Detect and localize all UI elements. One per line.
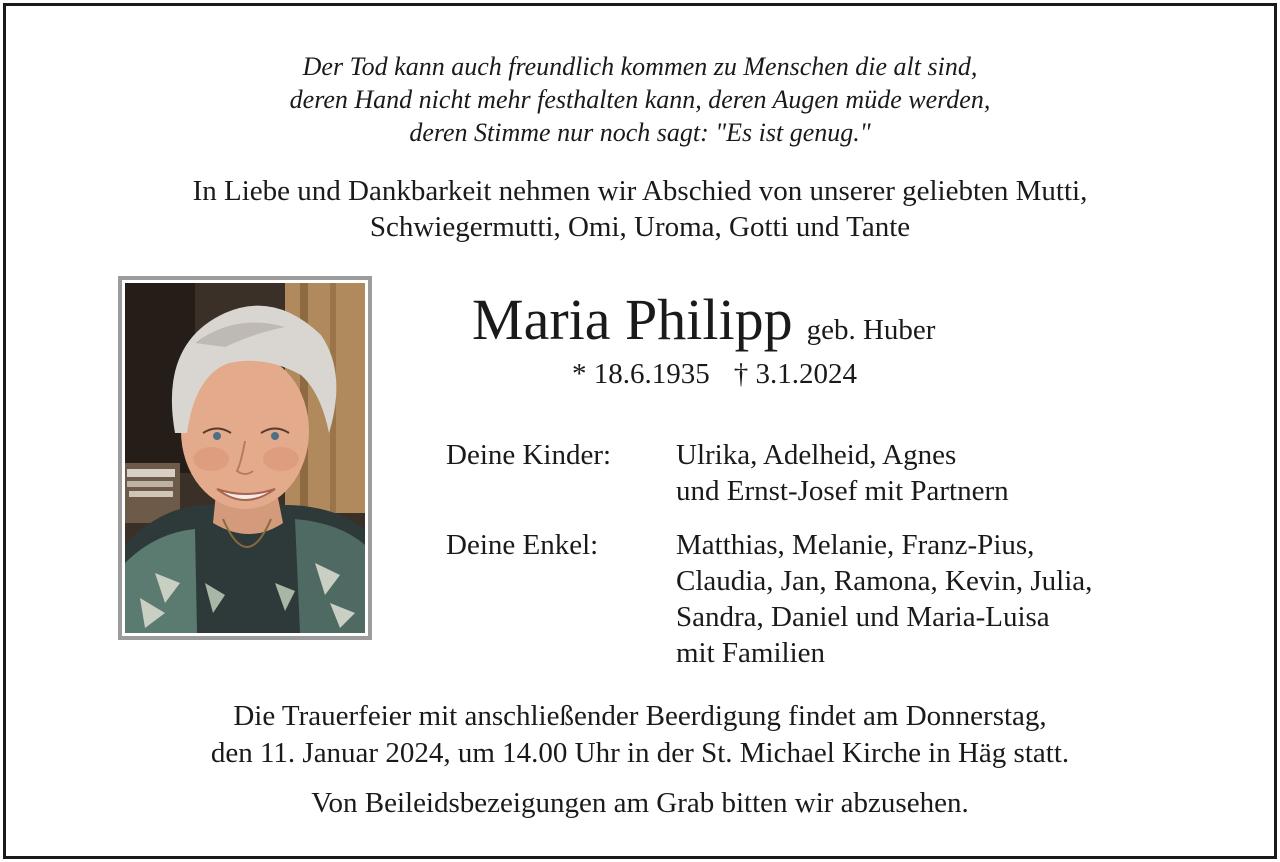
quote-line-1: Der Tod kann auch freundlich kommen zu Menschen die alt sind, bbox=[302, 52, 978, 81]
children-line-1: Ulrika, Adelheid, Agnes bbox=[676, 439, 957, 471]
ceremony-line-2: den 11. Januar 2024, um 14.00 Uhr in der St. Michael Kirche in Häg statt. bbox=[210, 737, 1070, 769]
grandchildren-label: Deine Enkel: bbox=[446, 529, 599, 561]
children-line-2: und Ernst-Josef mit Partnern bbox=[676, 475, 1009, 507]
deceased-name: Maria Philipp bbox=[472, 287, 793, 352]
ceremony-line-1: Die Trauerfeier mit anschließender Beerdigung findet am Donnerstag, bbox=[233, 700, 1047, 732]
portrait-image bbox=[125, 283, 365, 633]
deceased-name-line bbox=[472, 288, 935, 352]
children-names bbox=[676, 437, 1009, 509]
portrait-photo bbox=[118, 276, 372, 640]
closing-note: Von Beileidsbezeigungen am Grab bitten wir abzusehen. bbox=[311, 787, 969, 819]
intro-line-1: In Liebe und Dankbarkeit nehmen wir Abschied von unserer geliebten Mutti, bbox=[192, 175, 1088, 207]
children-label: Deine Kinder: bbox=[446, 439, 612, 471]
birth-date: * 18.6.1935 bbox=[572, 358, 710, 390]
grandchildren-line-2: Claudia, Jan, Ramona, Kevin, Julia, bbox=[676, 565, 1093, 597]
grandchildren-line-4: mit Familien bbox=[676, 637, 826, 669]
funeral-announcement bbox=[6, 698, 1274, 772]
quote-line-3: deren Stimme nur noch sagt: "Es ist genug." bbox=[409, 118, 871, 147]
intro-line-2: Schwiegermutti, Omi, Uroma, Gotti und Tante bbox=[369, 211, 911, 243]
grandchildren-line-3: Sandra, Daniel und Maria-Luisa bbox=[676, 601, 1050, 633]
farewell-intro bbox=[6, 173, 1274, 245]
grandchildren-names bbox=[676, 527, 1092, 671]
quote-line-2: deren Hand nicht mehr festhalten kann, deren Augen müde werden, bbox=[289, 85, 991, 114]
life-dates bbox=[572, 356, 857, 392]
deceased-birth-name: geb. Huber bbox=[806, 314, 936, 346]
obituary-card bbox=[3, 3, 1277, 859]
death-date: † 3.1.2024 bbox=[733, 358, 857, 390]
memorial-quote bbox=[6, 50, 1274, 149]
grandchildren-line-1: Matthias, Melanie, Franz-Pius, bbox=[676, 529, 1035, 561]
